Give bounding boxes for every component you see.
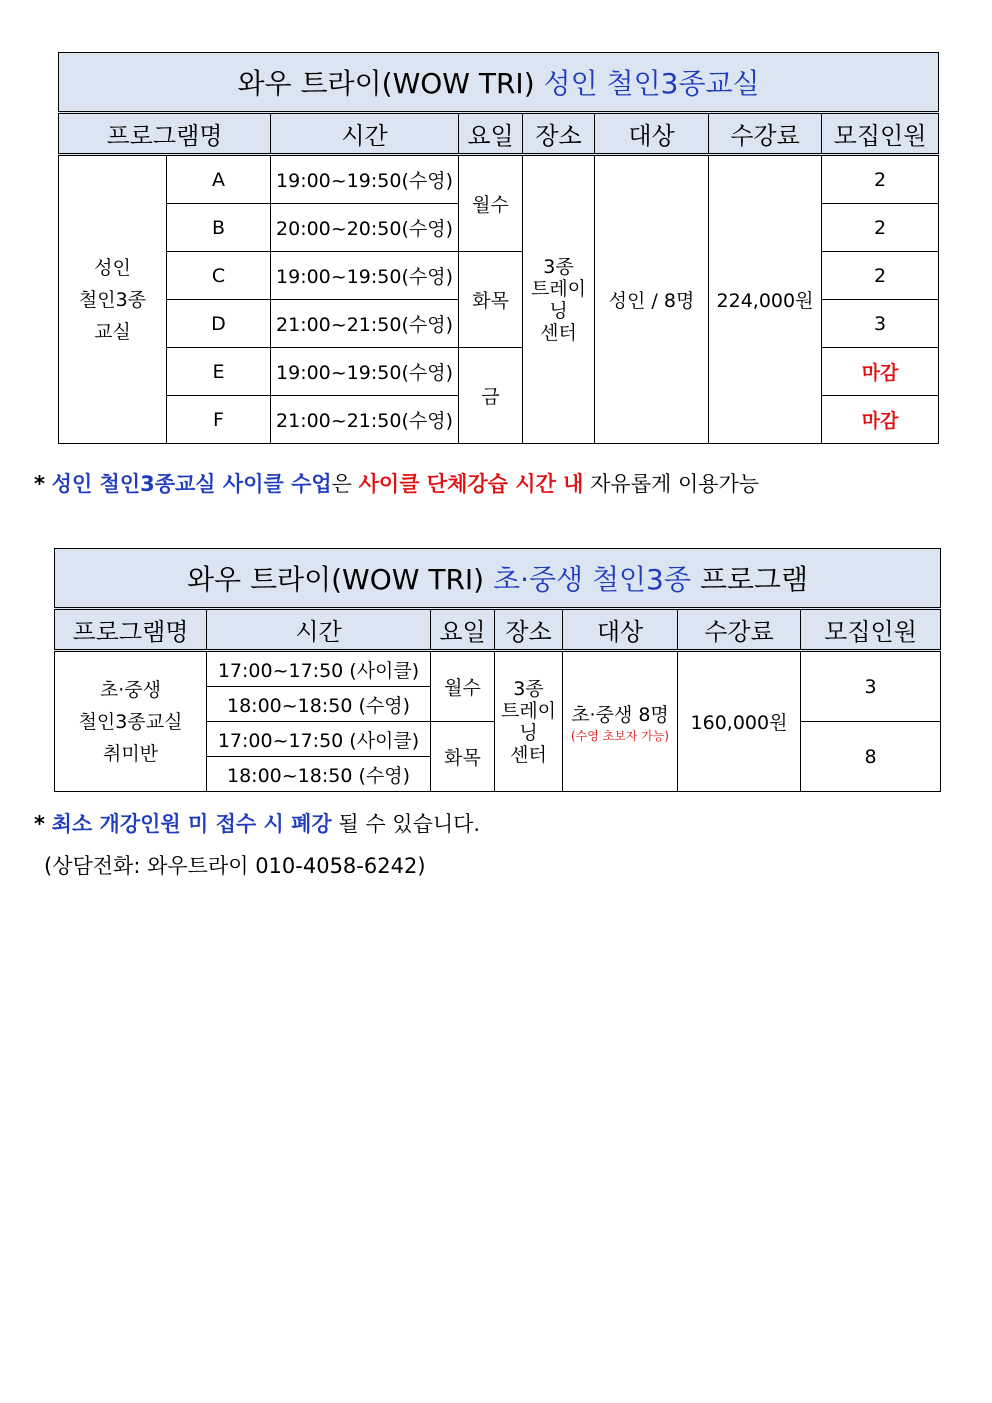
youth-day-tue-thu: 화목: [431, 722, 495, 792]
youth-count-tue-thu: 8: [801, 722, 941, 792]
adult-place-line-2: 트레이닝: [530, 277, 587, 322]
header-day: 요일: [459, 113, 523, 155]
adult-day-fri: 금: [459, 348, 523, 444]
adult-target: 성인 / 8명: [595, 155, 709, 444]
adult-fee: 224,000원: [709, 155, 822, 444]
adult-row-count: 2: [822, 252, 939, 300]
adult-schedule-table: [58, 52, 939, 444]
adult-place-line-3: 센터: [540, 321, 577, 344]
adult-row-time: 20:00~20:50(수영): [271, 204, 459, 252]
youth-place-line-1: 3종: [513, 677, 544, 700]
header-program-name: 프로그램명: [59, 113, 271, 155]
header-target: 대상: [563, 609, 678, 651]
youth-target-sub: (수영 초보자 가능): [570, 728, 670, 743]
youth-time-row: 17:00~17:50 (사이클): [207, 651, 431, 687]
adult-program-line-1: 성인: [94, 256, 131, 279]
adult-row-code: B: [167, 204, 271, 252]
youth-title-black-2: 프로그램: [699, 563, 809, 596]
adult-row-code: A: [167, 155, 271, 204]
adult-row-time: 19:00~19:50(수영): [271, 348, 459, 396]
adult-row-count-closed: 마감: [822, 348, 939, 396]
youth-note-blue: 최소 개강인원 미 접수 시 폐강: [51, 812, 332, 836]
header-time: 시간: [207, 609, 431, 651]
adult-row-count: 2: [822, 204, 939, 252]
adult-row-code: D: [167, 300, 271, 348]
adult-schedule-section: [58, 52, 938, 444]
youth-program-name: [55, 651, 207, 792]
adult-note-red: 사이클 단체강습 시간 내: [358, 472, 584, 496]
header-program-name: 프로그램명: [55, 609, 207, 651]
adult-note: [34, 468, 759, 498]
youth-target: [563, 651, 678, 792]
youth-schedule-table: [54, 548, 941, 792]
youth-time-row: 18:00~18:50 (수영): [207, 687, 431, 722]
header-capacity: 모집인원: [801, 609, 941, 651]
adult-place: [523, 155, 595, 444]
note-star: *: [34, 812, 45, 836]
adult-day-tue-thu: 화목: [459, 252, 523, 348]
adult-row-code: C: [167, 252, 271, 300]
header-capacity: 모집인원: [822, 113, 939, 155]
youth-title-black: 와우 트라이(WOW TRI): [186, 563, 485, 596]
header-fee: 수강료: [678, 609, 801, 651]
adult-row-code: E: [167, 348, 271, 396]
youth-note-text: 될 수 있습니다.: [338, 812, 481, 836]
header-day: 요일: [431, 609, 495, 651]
youth-program-line-1: 초·중생: [99, 678, 162, 701]
adult-table-title: [59, 53, 939, 113]
youth-count-mon-wed: 3: [801, 651, 941, 722]
header-fee: 수강료: [709, 113, 822, 155]
contact-phone: (상담전화: 와우트라이 010-4058-6242): [44, 854, 426, 878]
adult-program-line-3: 교실: [94, 320, 131, 343]
youth-day-mon-wed: 월수: [431, 651, 495, 722]
youth-time-row: 17:00~17:50 (사이클): [207, 722, 431, 757]
youth-program-line-2: 철인3종교실: [78, 710, 183, 733]
adult-note-blue: 성인 철인3종교실 사이클 수업: [51, 472, 332, 496]
adult-row-count: 2: [822, 155, 939, 204]
adult-program-name: [59, 155, 167, 444]
adult-row-time: 21:00~21:50(수영): [271, 396, 459, 444]
adult-note-text: 은: [331, 472, 352, 496]
youth-place-line-3: 센터: [510, 743, 547, 766]
youth-program-line-3: 취미반: [102, 742, 159, 765]
note-star: *: [34, 472, 45, 496]
youth-time-row: 18:00~18:50 (수영): [207, 757, 431, 792]
adult-day-mon-wed: 월수: [459, 155, 523, 252]
adult-row-count-closed: 마감: [822, 396, 939, 444]
adult-title-black: 와우 트라이(WOW TRI): [237, 67, 535, 100]
header-place: 장소: [523, 113, 595, 155]
adult-program-line-2: 철인3종: [78, 288, 147, 311]
adult-row-count: 3: [822, 300, 939, 348]
adult-title-blue: 성인 철인3종교실: [543, 67, 760, 100]
youth-place: [495, 651, 563, 792]
youth-note: [34, 808, 480, 838]
youth-place-line-2: 트레이닝: [500, 699, 557, 744]
youth-schedule-section: [54, 548, 940, 792]
youth-target-main: 초·중생 8명: [571, 703, 669, 726]
adult-row-time: 21:00~21:50(수영): [271, 300, 459, 348]
header-target: 대상: [595, 113, 709, 155]
adult-place-line-1: 3종: [543, 255, 574, 278]
adult-row-code: F: [167, 396, 271, 444]
adult-row-time: 19:00~19:50(수영): [271, 155, 459, 204]
header-place: 장소: [495, 609, 563, 651]
youth-table-title: [55, 549, 941, 609]
adult-note-text-end: 자유롭게 이용가능: [590, 472, 760, 496]
youth-title-blue: 초·중생 철인3종: [493, 563, 691, 596]
header-time: 시간: [271, 113, 459, 155]
youth-fee: 160,000원: [678, 651, 801, 792]
adult-row-time: 19:00~19:50(수영): [271, 252, 459, 300]
